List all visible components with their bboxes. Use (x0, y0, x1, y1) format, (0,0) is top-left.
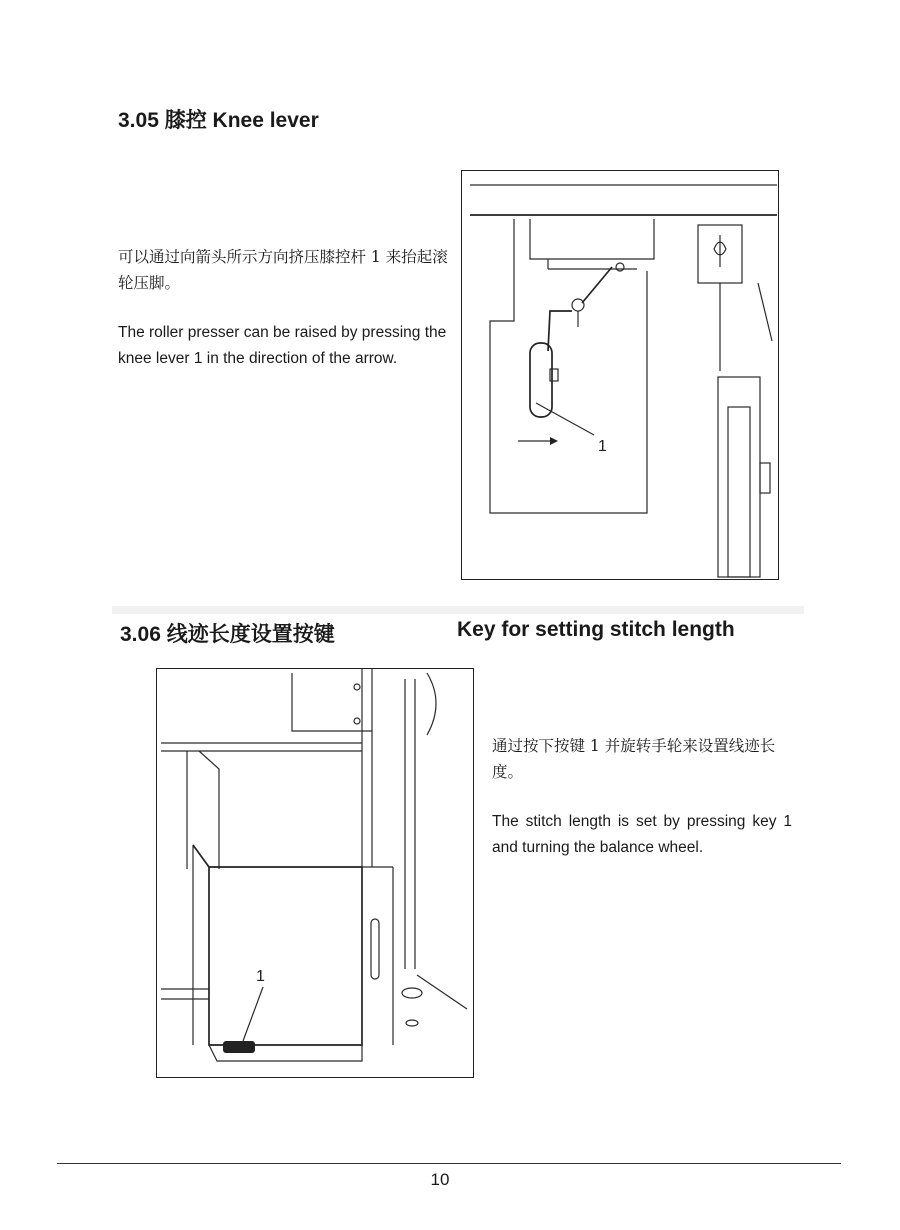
section-305-title: 3.05 膝控 Knee lever (118, 109, 319, 132)
section-306-title-chinese: 3.06 线迹长度设置按键 (120, 623, 335, 646)
footer-rule (57, 1163, 841, 1164)
knee-lever-callout: 1 (598, 438, 607, 455)
stitch-length-key-callout: 1 (256, 968, 265, 985)
section-305-english-text: The roller presser can be raised by pressing the knee lever 1 in the direction of the arrow. (118, 324, 447, 367)
stitch-length-key-shape (223, 1041, 255, 1053)
section-306-chinese-text: 通过按下按键 1 并旋转手轮来设置线迹长度。 (492, 737, 776, 781)
stitch-length-key-figure (156, 668, 474, 1078)
page-number: 10 (430, 1170, 450, 1189)
section-306-title-english: Key for setting stitch length (457, 618, 735, 641)
stitch-length-key-illustration (157, 669, 472, 1076)
section-306-english-text: The stitch length is set by pressing key 1 and turning the balance wheel. (492, 813, 792, 856)
section-305-chinese-text: 可以通过向箭头所示方向挤压膝控杆 1 来抬起滚轮压脚。 (118, 248, 448, 292)
knee-lever-illustration (462, 171, 777, 578)
section-divider-band (112, 606, 804, 614)
knee-lever-figure (461, 170, 779, 580)
